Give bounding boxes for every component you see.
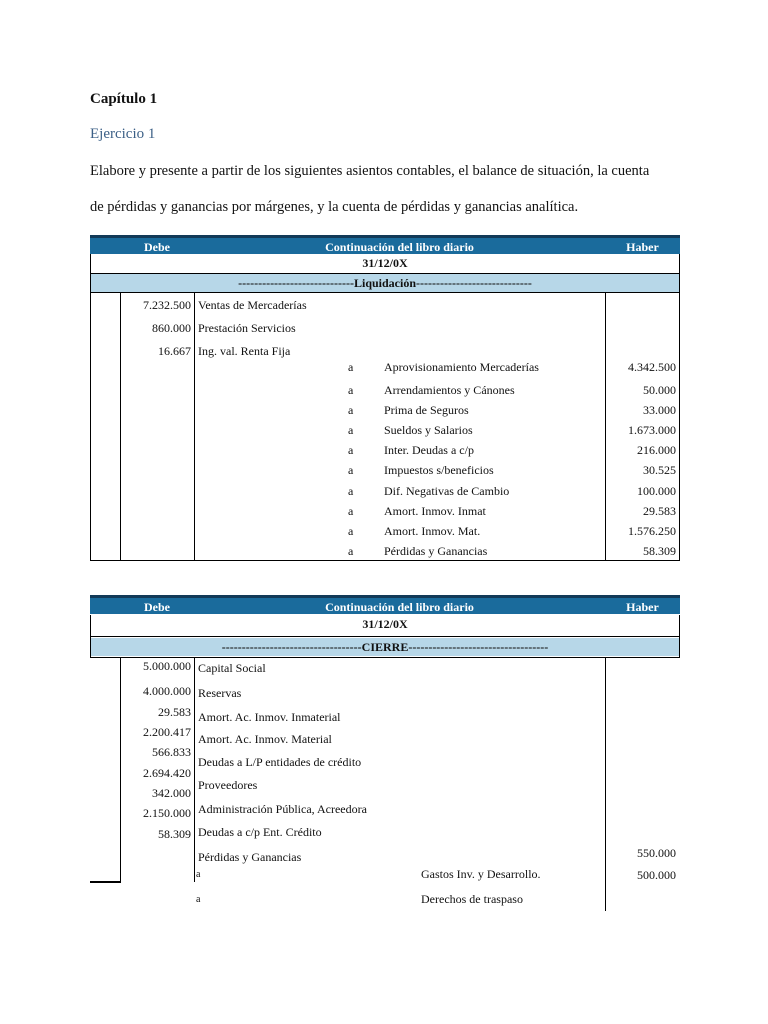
- exercise-title: Ejercicio 1: [90, 126, 156, 142]
- credit-prefix: a: [348, 443, 354, 457]
- credit-prefix: a: [348, 544, 354, 558]
- right-border: [679, 254, 680, 561]
- credit-account: Prima de Seguros: [384, 403, 469, 417]
- credit-amount: 216.000: [637, 443, 676, 457]
- debit-amount: 342.000: [152, 786, 191, 800]
- credit-prefix: a: [348, 360, 354, 374]
- header-debe: Debe: [144, 240, 170, 254]
- credit-amount: 29.583: [643, 504, 676, 518]
- header-debe: Debe: [144, 600, 170, 614]
- intro-line-2: de pérdidas y ganancias por márgenes, y la cuenta de pérdidas y ganancias analítica.: [90, 199, 579, 215]
- section-band: -----------------------------------CIERRE-----------------------------------: [90, 638, 680, 656]
- debit-amount: 2.200.417: [143, 725, 191, 739]
- credit-account: Amort. Inmov. Inmat: [384, 504, 486, 518]
- debit-account: Prestación Servicios: [198, 321, 296, 335]
- right-border: [679, 615, 680, 657]
- credit-account: Sueldos y Salarios: [384, 423, 473, 437]
- credit-amount: 500.000: [637, 868, 676, 882]
- credit-amount: 33.000: [643, 403, 676, 417]
- credit-amount: 1.673.000: [628, 423, 676, 437]
- debit-account: Deudas a c/p Ent. Crédito: [198, 825, 322, 839]
- debit-amount: 7.232.500: [143, 298, 191, 312]
- debit-account: Ing. val. Renta Fija: [198, 344, 291, 358]
- header-concepto: Continuación del libro diario: [325, 240, 474, 254]
- header-concepto: Continuación del libro diario: [325, 600, 474, 614]
- debit-account: Deudas a L/P entidades de crédito: [198, 755, 362, 769]
- table-bottom-border: [90, 881, 121, 883]
- debit-account: Amort. Ac. Inmov. Inmaterial: [198, 710, 341, 724]
- debit-amount: 2.694.420: [143, 766, 191, 780]
- table-header: [90, 595, 680, 614]
- debit-account: Administración Pública, Acreedora: [198, 802, 367, 816]
- debit-account: Proveedores: [198, 778, 258, 792]
- credit-account: Pérdidas y Ganancias: [384, 544, 488, 558]
- debit-account: Amort. Ac. Inmov. Material: [198, 732, 332, 746]
- section-band: -----------------------------Liquidación-----------------------------: [90, 274, 680, 292]
- debit-amount: 16.667: [158, 344, 191, 358]
- credit-account: Arrendamientos y Cánones: [384, 383, 515, 397]
- credit-account: Amort. Inmov. Mat.: [384, 524, 481, 538]
- credit-prefix: a: [196, 869, 201, 880]
- debit-amount: 58.309: [158, 827, 191, 841]
- debit-amount: 4.000.000: [143, 684, 191, 698]
- credit-account: Gastos Inv. y Desarrollo.: [421, 867, 541, 881]
- intro-line-1: Elabore y presente a partir de los siguientes asientos contables, el balance de situación, la cuenta: [90, 163, 650, 179]
- credit-account: Inter. Deudas a c/p: [384, 443, 474, 457]
- table-header: [90, 235, 680, 254]
- credit-prefix: a: [348, 524, 354, 538]
- row-divider: [90, 292, 680, 293]
- credit-amount: 58.309: [643, 544, 676, 558]
- entry-date: 31/12/0X: [362, 256, 408, 270]
- row-divider: [90, 657, 680, 658]
- credit-account: Derechos de traspaso: [421, 892, 523, 906]
- credit-prefix: a: [348, 423, 354, 437]
- header-haber: Haber: [626, 600, 659, 614]
- debit-amount: 5.000.000: [143, 659, 191, 673]
- row-divider: [90, 273, 680, 274]
- credit-account: Aprovisionamiento Mercaderías: [384, 360, 539, 374]
- credit-prefix: a: [196, 894, 201, 905]
- credit-amount: 1.576.250: [628, 524, 676, 538]
- debit-account: Capital Social: [198, 661, 266, 675]
- debit-amount: 2.150.000: [143, 806, 191, 820]
- credit-amount: 50.000: [643, 383, 676, 397]
- credit-prefix: a: [348, 403, 354, 417]
- credit-prefix: a: [348, 463, 354, 477]
- credit-account: Impuestos s/beneficios: [384, 463, 494, 477]
- credit-prefix: a: [348, 383, 354, 397]
- credit-prefix: a: [348, 484, 354, 498]
- credit-prefix: a: [348, 504, 354, 518]
- entry-date: 31/12/0X: [362, 617, 408, 631]
- debit-account: Pérdidas y Ganancias: [198, 850, 302, 864]
- row-divider: [90, 636, 680, 637]
- credit-amount: 550.000: [637, 846, 676, 860]
- header-haber: Haber: [626, 240, 659, 254]
- credit-account: Dif. Negativas de Cambio: [384, 484, 510, 498]
- table-bottom-border: [90, 560, 680, 561]
- debit-account: Ventas de Mercaderías: [198, 298, 307, 312]
- debit-amount: 29.583: [158, 705, 191, 719]
- chapter-title: Capítulo 1: [90, 91, 158, 107]
- debit-account: Reservas: [198, 686, 242, 700]
- left-border: [90, 254, 91, 561]
- credit-amount: 30.525: [643, 463, 676, 477]
- credit-amount: 4.342.500: [628, 360, 676, 374]
- left-border: [90, 615, 91, 657]
- debit-amount: 566.833: [152, 745, 191, 759]
- credit-amount: 100.000: [637, 484, 676, 498]
- col-divider: [194, 657, 195, 882]
- journal-table-liquidacion: [90, 235, 680, 561]
- col-divider: [194, 292, 195, 561]
- journal-table-cierre: [90, 595, 680, 906]
- debit-amount: 860.000: [152, 321, 191, 335]
